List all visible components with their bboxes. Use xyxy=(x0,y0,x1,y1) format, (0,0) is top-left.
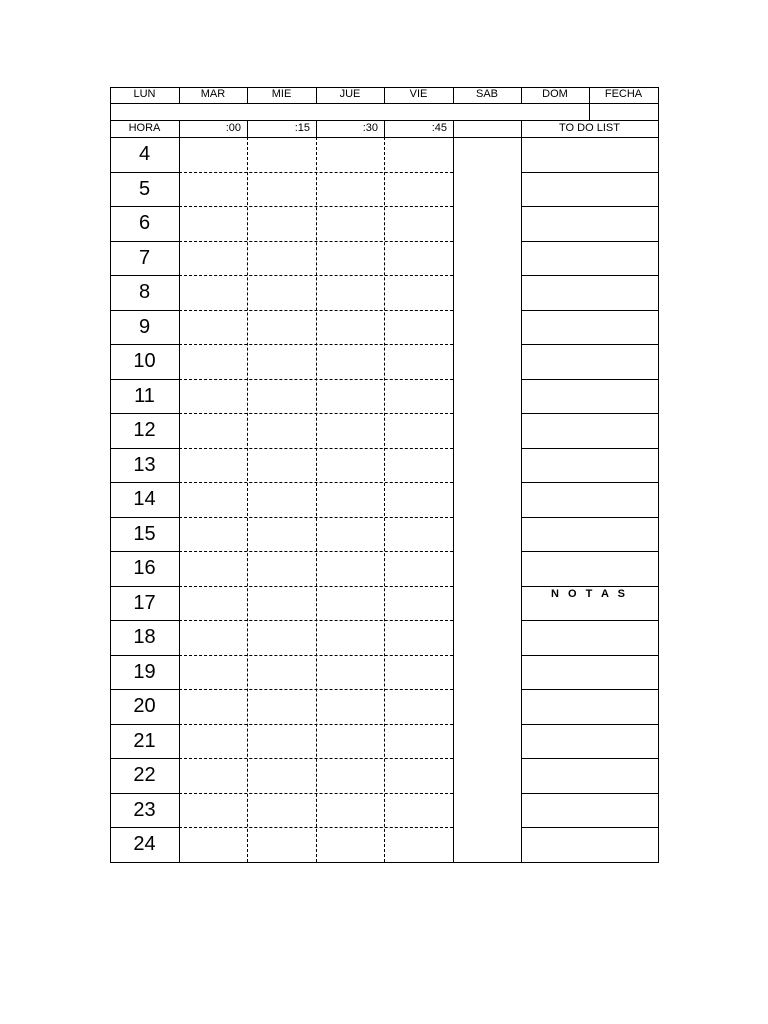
slot-row-dashed-line xyxy=(179,827,453,828)
hour-label-6: 6 xyxy=(138,212,151,235)
border-left xyxy=(110,87,111,862)
time-slot-cell[interactable] xyxy=(316,448,384,483)
time-slot-cell[interactable] xyxy=(179,172,247,207)
time-slot-cell[interactable] xyxy=(316,137,384,172)
time-slot-cell[interactable] xyxy=(179,793,247,828)
time-slot-cell[interactable] xyxy=(316,724,384,759)
slot-row-dashed-line xyxy=(179,310,453,311)
hour-label-19: 19 xyxy=(133,660,156,683)
time-slot-cell[interactable] xyxy=(384,275,453,310)
todo-row-line xyxy=(521,586,658,587)
slot-row-dashed-line xyxy=(179,689,453,690)
slot-row-dashed-line xyxy=(179,241,453,242)
hour-row-line xyxy=(110,586,179,587)
time-slot-cell[interactable] xyxy=(247,137,316,172)
day-label-lun: LUN xyxy=(133,88,156,100)
blank-column-left-border xyxy=(453,120,454,862)
hour-label-7: 7 xyxy=(138,246,151,269)
hour-label-23: 23 xyxy=(133,798,156,821)
time-slot-cell[interactable] xyxy=(247,551,316,586)
time-slot-cell[interactable] xyxy=(247,620,316,655)
hour-row-line xyxy=(110,413,179,414)
time-slot-cell[interactable] xyxy=(384,551,453,586)
notas-line[interactable] xyxy=(521,724,658,759)
hour-label-8: 8 xyxy=(138,281,151,304)
minute-column-dashed-separator xyxy=(384,137,385,862)
todo-item-line[interactable] xyxy=(521,517,658,552)
time-slot-cell[interactable] xyxy=(179,448,247,483)
time-slot-cell[interactable] xyxy=(247,344,316,379)
time-slot-cell[interactable] xyxy=(247,517,316,552)
time-slot-cell[interactable] xyxy=(247,413,316,448)
todo-item-line[interactable] xyxy=(521,241,658,276)
hora-column-border xyxy=(179,120,180,862)
time-slot-cell[interactable] xyxy=(384,620,453,655)
time-slot-cell[interactable] xyxy=(384,758,453,793)
time-slot-cell[interactable] xyxy=(247,448,316,483)
slot-row-dashed-line xyxy=(179,586,453,587)
day-label-mar: MAR xyxy=(200,88,226,100)
time-slot-cell[interactable] xyxy=(179,758,247,793)
todo-row-line xyxy=(521,620,658,621)
hour-label-22: 22 xyxy=(133,764,156,787)
time-slot-cell[interactable] xyxy=(384,206,453,241)
hour-row-line xyxy=(110,482,179,483)
weekly-planner-grid xyxy=(110,87,658,862)
time-slot-cell[interactable] xyxy=(384,689,453,724)
time-slot-cell[interactable] xyxy=(316,344,384,379)
time-slot-cell[interactable] xyxy=(316,482,384,517)
todo-item-line[interactable] xyxy=(521,413,658,448)
minute-column-dashed-separator xyxy=(247,137,248,862)
hour-row-line xyxy=(110,172,179,173)
time-slot-cell[interactable] xyxy=(316,517,384,552)
time-slot-cell[interactable] xyxy=(179,689,247,724)
time-slot-cell[interactable] xyxy=(247,482,316,517)
todo-row-line xyxy=(521,241,658,242)
hour-label-13: 13 xyxy=(133,453,156,476)
time-slot-cell[interactable] xyxy=(316,206,384,241)
todo-row-line xyxy=(521,482,658,483)
border-right xyxy=(658,87,659,862)
day-label-dom: DOM xyxy=(542,88,568,100)
time-slot-cell[interactable] xyxy=(316,172,384,207)
header-line-days xyxy=(110,103,658,104)
hour-row-line xyxy=(110,517,179,518)
day-label-mie: MIE xyxy=(271,88,292,100)
todo-row-line xyxy=(521,379,658,380)
notas-label: N O T A S xyxy=(551,588,628,600)
fecha-label: FECHA xyxy=(604,88,643,100)
time-slot-cell[interactable] xyxy=(247,379,316,414)
todo-item-line[interactable] xyxy=(521,275,658,310)
time-slot-cell[interactable] xyxy=(179,413,247,448)
notas-line[interactable] xyxy=(521,827,658,862)
hour-row-line xyxy=(110,241,179,242)
time-slot-cell[interactable] xyxy=(384,793,453,828)
time-slot-cell[interactable] xyxy=(179,724,247,759)
time-slot-cell[interactable] xyxy=(316,689,384,724)
time-slot-cell[interactable] xyxy=(179,344,247,379)
todo-list-label: TO DO LIST xyxy=(559,122,620,134)
time-slot-cell[interactable] xyxy=(384,137,453,172)
hour-label-16: 16 xyxy=(133,557,156,580)
time-slot-cell[interactable] xyxy=(247,172,316,207)
minute-label-30: :30 xyxy=(362,122,378,134)
time-slot-cell[interactable] xyxy=(384,172,453,207)
hour-row-line xyxy=(110,827,179,828)
slot-row-dashed-line xyxy=(179,344,453,345)
todo-row-line xyxy=(521,793,658,794)
time-slot-cell[interactable] xyxy=(247,724,316,759)
time-slot-cell[interactable] xyxy=(384,724,453,759)
time-slot-cell[interactable] xyxy=(316,275,384,310)
day-label-sab: SAB xyxy=(475,88,498,100)
time-slot-cell[interactable] xyxy=(384,344,453,379)
hour-row-line xyxy=(110,344,179,345)
todo-row-line xyxy=(521,827,658,828)
minute-header-separator xyxy=(384,120,385,137)
time-slot-cell[interactable] xyxy=(316,241,384,276)
notas-line[interactable] xyxy=(521,689,658,724)
todo-row-line xyxy=(521,172,658,173)
time-slot-cell[interactable] xyxy=(179,379,247,414)
time-slot-cell[interactable] xyxy=(247,586,316,621)
time-slot-cell[interactable] xyxy=(384,413,453,448)
slot-row-dashed-line xyxy=(179,655,453,656)
time-slot-cell[interactable] xyxy=(247,206,316,241)
todo-row-line xyxy=(521,344,658,345)
minute-label-15: :15 xyxy=(294,122,310,134)
hour-label-5: 5 xyxy=(138,177,151,200)
todo-item-line[interactable] xyxy=(521,448,658,483)
todo-row-line xyxy=(521,310,658,311)
hour-label-9: 9 xyxy=(138,315,151,338)
todo-row-line xyxy=(521,448,658,449)
time-slot-cell[interactable] xyxy=(179,137,247,172)
todo-item-line[interactable] xyxy=(521,551,658,586)
slot-row-dashed-line xyxy=(179,620,453,621)
time-slot-cell[interactable] xyxy=(179,827,247,862)
time-slot-cell[interactable] xyxy=(316,413,384,448)
time-slot-cell[interactable] xyxy=(179,482,247,517)
todo-row-line xyxy=(521,724,658,725)
day-separator xyxy=(316,87,317,103)
time-slot-cell[interactable] xyxy=(316,793,384,828)
time-slot-cell[interactable] xyxy=(247,827,316,862)
time-slot-cell[interactable] xyxy=(179,241,247,276)
time-slot-cell[interactable] xyxy=(316,758,384,793)
hour-row-line xyxy=(110,551,179,552)
time-slot-cell[interactable] xyxy=(179,551,247,586)
hour-label-12: 12 xyxy=(133,419,156,442)
time-slot-cell[interactable] xyxy=(384,517,453,552)
todo-row-line xyxy=(521,689,658,690)
hour-label-24: 24 xyxy=(133,833,156,856)
slot-row-dashed-line xyxy=(179,172,453,173)
notas-line[interactable] xyxy=(521,758,658,793)
time-slot-cell[interactable] xyxy=(316,827,384,862)
day-label-vie: VIE xyxy=(409,88,428,100)
time-slot-cell[interactable] xyxy=(384,482,453,517)
todo-item-line[interactable] xyxy=(521,482,658,517)
slot-row-dashed-line xyxy=(179,448,453,449)
notas-line[interactable] xyxy=(521,793,658,828)
time-slot-cell[interactable] xyxy=(316,620,384,655)
hour-label-10: 10 xyxy=(133,350,156,373)
todo-row-line xyxy=(521,275,658,276)
hour-row-line xyxy=(110,793,179,794)
todo-row-line xyxy=(521,758,658,759)
todo-item-line[interactable] xyxy=(521,379,658,414)
minute-column-dashed-separator xyxy=(316,137,317,862)
notas-line[interactable] xyxy=(521,620,658,655)
hour-row-line xyxy=(110,689,179,690)
time-slot-cell[interactable] xyxy=(247,689,316,724)
hour-row-line xyxy=(110,620,179,621)
todo-column-left-border xyxy=(521,120,522,862)
time-slot-cell[interactable] xyxy=(247,793,316,828)
time-slot-cell[interactable] xyxy=(179,206,247,241)
hour-row-line xyxy=(110,724,179,725)
day-separator xyxy=(453,87,454,103)
todo-item-line[interactable] xyxy=(521,310,658,345)
hour-row-line xyxy=(110,310,179,311)
time-slot-cell[interactable] xyxy=(179,310,247,345)
hora-label: HORA xyxy=(128,122,161,134)
time-slot-cell[interactable] xyxy=(179,275,247,310)
day-separator xyxy=(521,87,522,103)
todo-row-line xyxy=(521,206,658,207)
time-slot-cell[interactable] xyxy=(384,827,453,862)
todo-row-line xyxy=(521,413,658,414)
time-slot-cell[interactable] xyxy=(247,275,316,310)
time-slot-cell[interactable] xyxy=(384,586,453,621)
hour-label-20: 20 xyxy=(133,695,156,718)
hour-row-line xyxy=(110,275,179,276)
time-slot-cell[interactable] xyxy=(316,551,384,586)
time-slot-cell[interactable] xyxy=(384,448,453,483)
time-slot-cell[interactable] xyxy=(316,379,384,414)
hour-label-14: 14 xyxy=(133,488,156,511)
time-slot-cell[interactable] xyxy=(179,620,247,655)
slot-row-dashed-line xyxy=(179,413,453,414)
time-slot-cell[interactable] xyxy=(247,310,316,345)
todo-item-line[interactable] xyxy=(521,172,658,207)
hour-row-line xyxy=(110,448,179,449)
notas-line[interactable] xyxy=(521,586,658,621)
todo-item-line[interactable] xyxy=(521,206,658,241)
hour-label-21: 21 xyxy=(133,729,156,752)
slot-row-dashed-line xyxy=(179,379,453,380)
hour-row-line xyxy=(110,655,179,656)
hour-row-line xyxy=(110,379,179,380)
time-slot-cell[interactable] xyxy=(384,241,453,276)
day-separator xyxy=(384,87,385,103)
time-slot-cell[interactable] xyxy=(384,379,453,414)
time-slot-cell[interactable] xyxy=(316,655,384,690)
slot-row-dashed-line xyxy=(179,724,453,725)
fecha-field-border xyxy=(589,103,590,120)
hour-label-17: 17 xyxy=(133,591,156,614)
slot-row-dashed-line xyxy=(179,551,453,552)
hour-label-4: 4 xyxy=(138,143,151,165)
hour-label-18: 18 xyxy=(133,626,156,649)
todo-row-line xyxy=(521,551,658,552)
hour-row-line xyxy=(110,758,179,759)
time-slot-cell[interactable] xyxy=(179,517,247,552)
border-bottom xyxy=(110,862,659,863)
slot-row-dashed-line xyxy=(179,758,453,759)
slot-row-dashed-line xyxy=(179,482,453,483)
notas-line[interactable] xyxy=(521,655,658,690)
time-slot-cell[interactable] xyxy=(316,310,384,345)
todo-item-line[interactable] xyxy=(521,137,658,172)
todo-row-line xyxy=(521,655,658,656)
time-slot-cell[interactable] xyxy=(247,241,316,276)
day-label-jue: JUE xyxy=(339,88,361,100)
day-separator xyxy=(589,87,590,103)
todo-row-line xyxy=(521,517,658,518)
slot-row-dashed-line xyxy=(179,517,453,518)
hour-row-line xyxy=(110,206,179,207)
fecha-field[interactable] xyxy=(589,103,658,120)
minute-header-separator xyxy=(316,120,317,137)
day-separator xyxy=(179,87,180,103)
time-slot-cell[interactable] xyxy=(384,310,453,345)
slot-row-dashed-line xyxy=(179,206,453,207)
time-slot-cell[interactable] xyxy=(316,586,384,621)
minute-label-45: :45 xyxy=(431,122,447,134)
hour-label-11: 11 xyxy=(134,384,155,407)
minute-header-separator xyxy=(247,120,248,137)
time-slot-cell[interactable] xyxy=(179,586,247,621)
time-slot-cell[interactable] xyxy=(384,655,453,690)
todo-item-line[interactable] xyxy=(521,344,658,379)
time-slot-cell[interactable] xyxy=(247,655,316,690)
slot-row-dashed-line xyxy=(179,275,453,276)
time-slot-cell[interactable] xyxy=(179,655,247,690)
minute-label-00: :00 xyxy=(225,122,241,134)
time-slot-cell[interactable] xyxy=(247,758,316,793)
day-separator xyxy=(247,87,248,103)
hour-label-15: 15 xyxy=(133,522,156,545)
slot-row-dashed-line xyxy=(179,793,453,794)
